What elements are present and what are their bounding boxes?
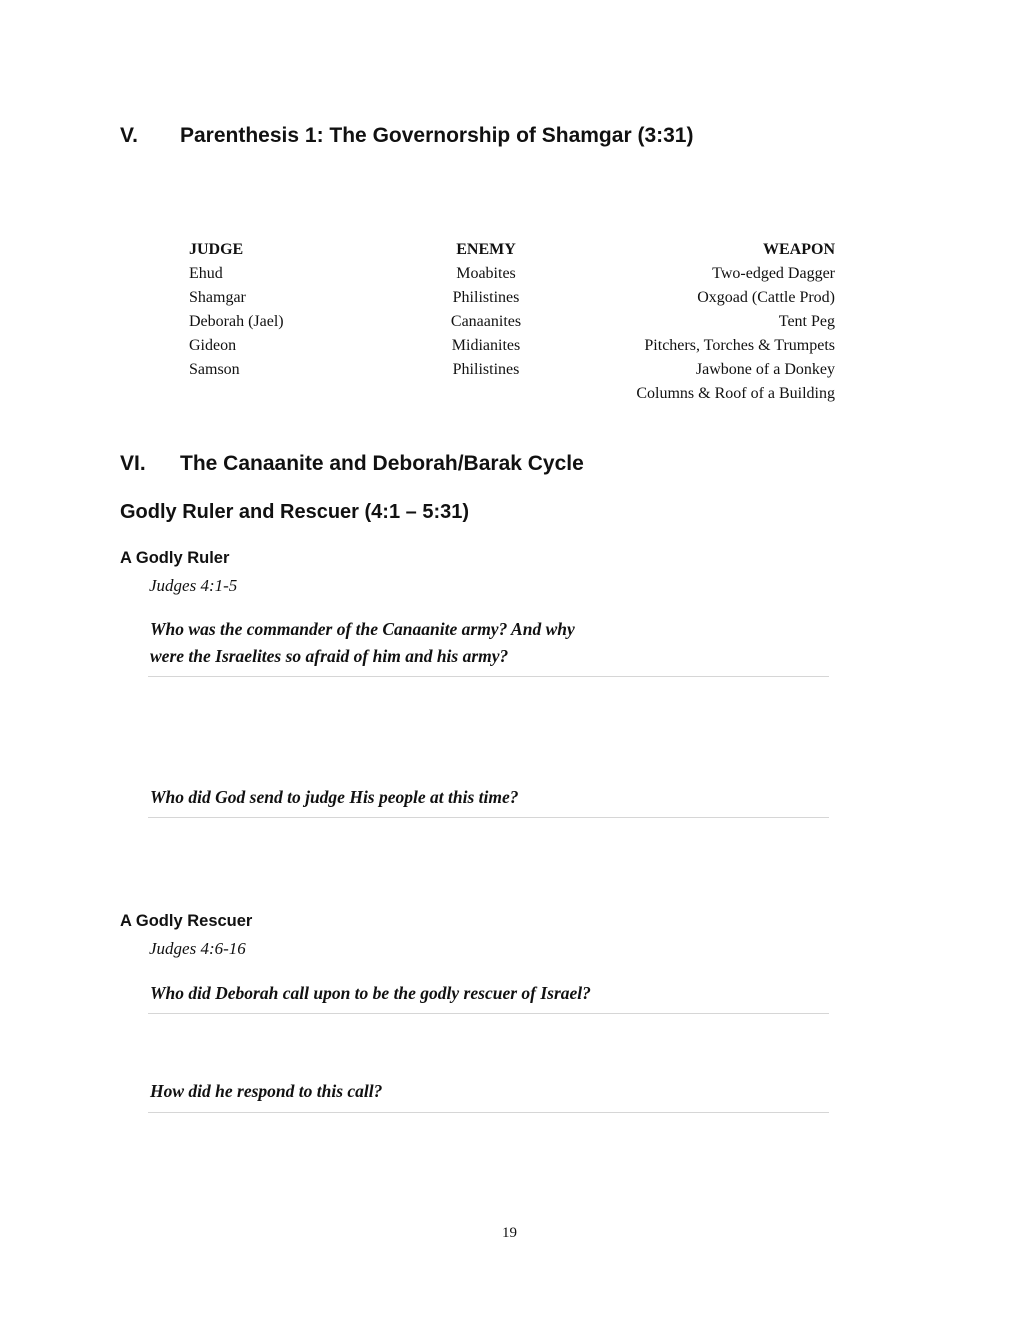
cell-judge: Shamgar bbox=[189, 289, 246, 306]
cell-judge: Samson bbox=[189, 361, 240, 378]
ruler-reference: Judges 4:1-5 bbox=[149, 576, 238, 595]
page-number: 19 bbox=[502, 1225, 517, 1241]
cell-weapon: Pitchers, Torches & Trumpets bbox=[644, 337, 835, 354]
cell-enemy: Canaanites bbox=[450, 313, 522, 330]
rescuer-reference: Judges 4:6-16 bbox=[149, 939, 246, 958]
answer-line bbox=[148, 676, 829, 677]
cell-enemy: Philistines bbox=[452, 289, 520, 306]
cell-weapon: Oxgoad (Cattle Prod) bbox=[697, 289, 835, 306]
cell-enemy: Philistines bbox=[452, 361, 520, 378]
header-weapon: WEAPON bbox=[763, 241, 835, 258]
answer-line bbox=[148, 1112, 829, 1113]
table-row bbox=[189, 262, 835, 286]
rescuer-question-1: Who did Deborah call upon to be the godly rescuer of Israel? bbox=[150, 983, 591, 1003]
header-enemy: ENEMY bbox=[456, 241, 516, 258]
table-row bbox=[189, 286, 835, 310]
header-judge: JUDGE bbox=[189, 241, 244, 258]
table-header-row bbox=[189, 238, 835, 262]
godly-ruler-rescuer-heading: Godly Ruler and Rescuer (4:1 – 5:31) bbox=[120, 501, 470, 523]
cell-weapon: Columns & Roof of a Building bbox=[636, 385, 835, 402]
godly-rescuer-heading: A Godly Rescuer bbox=[120, 912, 253, 930]
judges-table bbox=[189, 238, 835, 406]
section-v-number: V. bbox=[120, 124, 138, 147]
table-row bbox=[189, 382, 835, 406]
ruler-question-2: Who did God send to judge His people at this time? bbox=[150, 787, 519, 807]
cell-judge: Deborah (Jael) bbox=[189, 313, 284, 330]
answer-line bbox=[148, 1013, 829, 1014]
cell-judge: Ehud bbox=[189, 265, 223, 282]
section-vi-title: The Canaanite and Deborah/Barak Cycle bbox=[180, 452, 584, 475]
cell-judge: Gideon bbox=[189, 337, 237, 354]
answer-line bbox=[148, 817, 829, 818]
table-row bbox=[189, 358, 835, 382]
ruler-question-1-line-1: Who was the commander of the Canaanite army? And why bbox=[150, 619, 575, 639]
cell-enemy: Midianites bbox=[451, 337, 521, 354]
godly-ruler-heading: A Godly Ruler bbox=[120, 549, 230, 567]
table-row bbox=[189, 334, 835, 358]
cell-weapon: Two-edged Dagger bbox=[712, 265, 835, 282]
cell-enemy: Moabites bbox=[456, 265, 516, 282]
rescuer-question-2: How did he respond to this call? bbox=[150, 1081, 383, 1101]
ruler-question-1 bbox=[150, 616, 575, 670]
table-row bbox=[189, 310, 835, 334]
section-vi-number: VI. bbox=[120, 452, 146, 475]
ruler-question-1-line-2: were the Israelites so afraid of him and his army? bbox=[150, 646, 509, 666]
section-v-title: Parenthesis 1: The Governorship of Shamgar (3:31) bbox=[180, 124, 694, 147]
cell-weapon: Tent Peg bbox=[778, 313, 835, 330]
cell-weapon: Jawbone of a Donkey bbox=[695, 361, 835, 378]
